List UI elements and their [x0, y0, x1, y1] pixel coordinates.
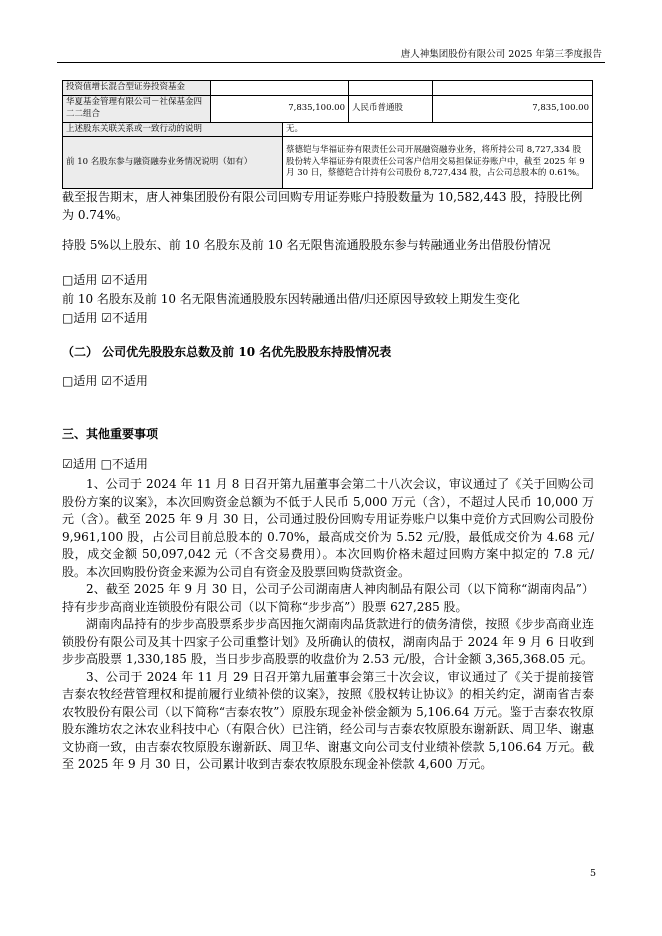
table-row	[63, 81, 593, 96]
page-number: 5	[589, 868, 596, 879]
paragraph-jitai: 3、公司于 2024 年 11 月 29 日召开第九届董事会第三十次会议，审议通过了《关于提前接管吉泰农牧经营管理权和提前履行业绩补偿的议案》，按照《股权转让协议》的相关约定，湖南省吉泰农牧股份有限公司（以下简称“吉泰农牧”）原股东现金补偿金额为 5,106.64 万元。鉴于吉泰农牧原股东潍坊农之沐农业科技中心（有限合伙）已注销，经公司与吉泰农牧原股东谢新跃、周卫华、谢惠文协商一致，由吉泰农牧原股东谢新跃、周卫华、谢惠文向公司支付业绩补偿款 5,106.64 万元。截至 2025 年 9 月 30 日，公司累计收到吉泰农牧原股东现金补偿款 4,600 万元。	[62, 669, 594, 771]
other-matters-body	[62, 476, 594, 774]
shareholders-table	[62, 80, 593, 189]
option-preferred: □适用 ☑不适用	[62, 374, 148, 388]
shares-cell	[211, 81, 349, 96]
section-other-title: 三、其他重要事项	[62, 427, 159, 441]
option-lending: □适用 ☑不适用	[62, 273, 148, 287]
share-type-cell: 人民币普通股	[349, 95, 433, 122]
holder-name-cell: 投资值增长混合型证券投资基金	[63, 81, 211, 96]
share-count-cell: 7,835,100.00	[433, 95, 593, 122]
option-change: □适用 ☑不适用	[62, 311, 148, 325]
relation-value-cell: 无。	[283, 122, 593, 137]
table-row	[63, 137, 593, 189]
change-title: 前 10 名股东及前 10 名无限售流通股股东因转融通出借/归还原因导致较上期发生变化	[62, 292, 520, 306]
lending-title: 持股 5%以上股东、前 10 名股东及前 10 名无限售流通股股东参与转融通业务出借股份情况	[62, 238, 551, 252]
paragraph-repurchase: 1、公司于 2024 年 11 月 8 日召开第九届董事会第二十八次会议，审议通过了《关于回购公司股份方案的议案》，本次回购资金总额为不低于人民币 5,000 万元（含），不超过人民币 10,000 万元（含）。截至 2025 年 9 月 30 日，公司通过股份回购专用证券账户以集中竞价方式回购公司股份 9,961,100 股，占公司目前总股本的 0.70%，最高成交价为 5.52 元/股，最低成交价为 4.68 元/股，成交金额 50,097,042 元（不含交易费用）。本次回购价格未超过回购方案中拟定的 7.8 元/股。本次回购股份资金来源为公司自有资金及股票回购贷款资金。	[62, 477, 594, 579]
header-divider	[57, 62, 605, 63]
margin-label-cell: 前 10 名股东参与融资融券业务情况说明（如有）	[63, 137, 283, 189]
paragraph-bubugao-holding: 2、截至 2025 年 9 月 30 日，公司子公司湖南唐人神肉制品有限公司（以下简称“湖南肉品”）持有步步高商业连锁股份有限公司（以下简称“步步高”）股票 627,285 股。	[62, 582, 594, 614]
margin-value-cell: 蔡德铠与华福证券有限责任公司开展融资融券业务，将所持公司 8,727,334 股股份转入华福证券有限责任公司客户信用交易担保证券账户中，截至 2025 年 9 月 30 日，蔡德铠合计持有公司股份 8,727,434 股，占公司总股本的 0.61%。	[283, 137, 593, 189]
shares-cell: 7,835,100.00	[211, 95, 349, 122]
holder-name-cell: 华夏基金管理有限公司－社保基金四二二组合	[63, 95, 211, 122]
repurchase-note: 截至报告期末，唐人神集团股份有限公司回购专用证券账户持股数量为 10,582,443 股，持股比例为 0.74%。	[62, 190, 583, 222]
table-row	[63, 122, 593, 137]
report-title: 唐人神集团股份有限公司 2025 年第三季度报告	[400, 49, 602, 60]
relation-label-cell: 上述股东关联关系或一致行动的说明	[63, 122, 283, 137]
paragraph-bubugao-detail: 湖南肉品持有的步步高股票系步步高因拖欠湖南肉品货款进行的债务清偿，按照《步步高商业连锁股份有限公司及其十四家子公司重整计划》及所确认的债权，湖南肉品于 2024 年 9 月 6 日收到步步高股票 1,330,185 股，当日步步高股票的收盘价为 2.53 元/股，合计金额 3,365,368.05 元。	[62, 617, 594, 666]
share-count-cell	[433, 81, 593, 96]
share-type-cell	[349, 81, 433, 96]
option-other: ☑适用 □不适用	[62, 457, 148, 471]
table-row	[63, 95, 593, 122]
section-preferred-title: （二） 公司优先股股东总数及前 10 名优先股股东持股情况表	[62, 345, 392, 359]
